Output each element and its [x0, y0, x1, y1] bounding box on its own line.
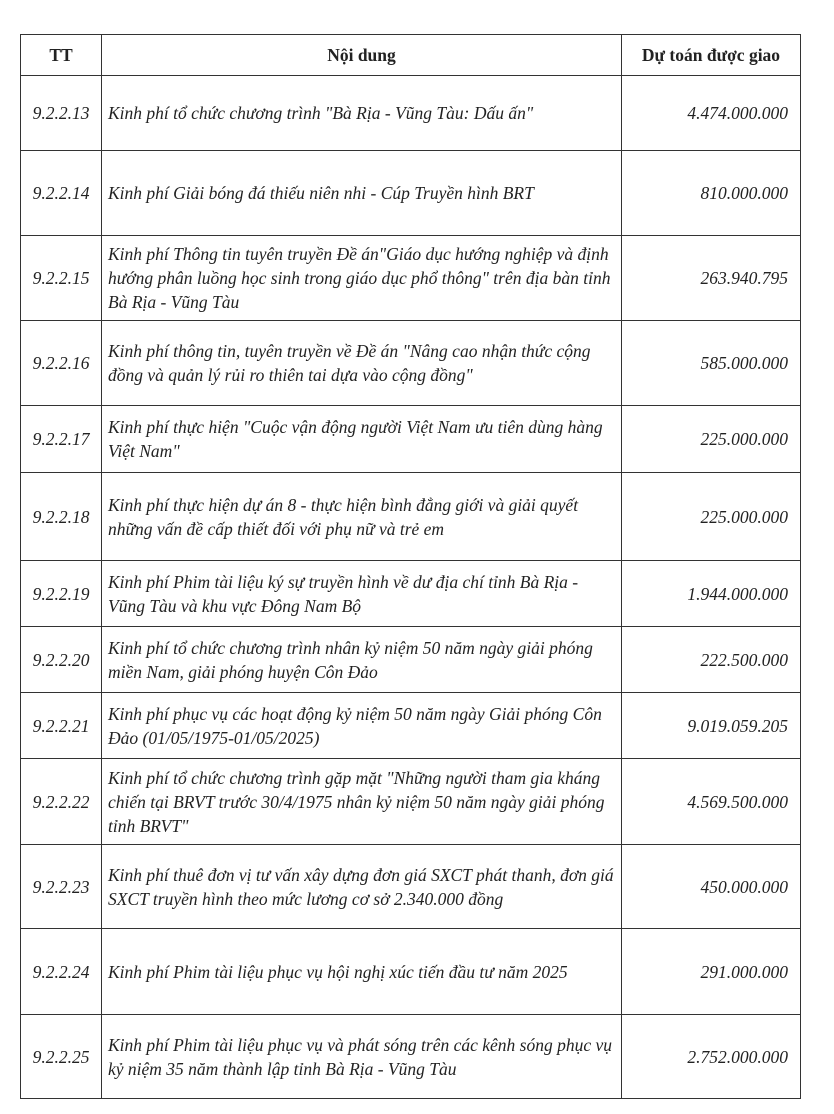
header-row [21, 35, 801, 76]
row-content: Kinh phí Phim tài liệu phục vụ và phát sóng trên các kênh sóng phục vụ kỷ niệm 35 năm thành lập tỉnh Bà Rịa - Vũng Tàu [102, 1015, 622, 1099]
row-content: Kinh phí phục vụ các hoạt động kỷ niệm 50 năm ngày Giải phóng Côn Đảo (01/05/1975-01/05/2025) [102, 693, 622, 759]
row-content: Kinh phí Phim tài liệu ký sự truyền hình về dư địa chí tỉnh Bà Rịa - Vũng Tàu và khu vực Đông Nam Bộ [102, 561, 622, 627]
table-row [21, 236, 801, 321]
table-row [21, 693, 801, 759]
row-content: Kinh phí thông tin, tuyên truyền về Đề án "Nâng cao nhận thức cộng đồng và quản lý rủi ro thiên tai dựa vào cộng đồng" [102, 321, 622, 406]
header-tt: TT [21, 35, 102, 76]
row-tt: 9.2.2.25 [21, 1015, 102, 1099]
row-tt: 9.2.2.23 [21, 845, 102, 929]
row-content: Kinh phí thuê đơn vị tư vấn xây dựng đơn giá SXCT phát thanh, đơn giá SXCT truyền hình theo mức lương cơ sở 2.340.000 đồng [102, 845, 622, 929]
row-tt: 9.2.2.17 [21, 406, 102, 473]
row-content: Kinh phí tổ chức chương trình nhân kỷ niệm 50 năm ngày giải phóng miền Nam, giải phóng huyện Côn Đảo [102, 627, 622, 693]
table-row [21, 929, 801, 1015]
row-content: Kinh phí Phim tài liệu phục vụ hội nghị xúc tiến đầu tư năm 2025 [102, 929, 622, 1015]
table-row [21, 406, 801, 473]
row-content: Kinh phí tổ chức chương trình "Bà Rịa - Vũng Tàu: Dấu ấn" [102, 76, 622, 151]
table-row [21, 321, 801, 406]
table-row [21, 627, 801, 693]
row-tt: 9.2.2.18 [21, 473, 102, 561]
row-amount: 291.000.000 [622, 929, 801, 1015]
row-amount: 450.000.000 [622, 845, 801, 929]
row-amount: 222.500.000 [622, 627, 801, 693]
row-content: Kinh phí thực hiện dự án 8 - thực hiện bình đẳng giới và giải quyết những vấn đề cấp thiết đối với phụ nữ và trẻ em [102, 473, 622, 561]
row-amount: 810.000.000 [622, 151, 801, 236]
row-amount: 1.944.000.000 [622, 561, 801, 627]
row-content: Kinh phí thực hiện "Cuộc vận động người Việt Nam ưu tiên dùng hàng Việt Nam" [102, 406, 622, 473]
row-tt: 9.2.2.13 [21, 76, 102, 151]
table-row [21, 845, 801, 929]
row-amount: 263.940.795 [622, 236, 801, 321]
table-row [21, 151, 801, 236]
row-amount: 4.474.000.000 [622, 76, 801, 151]
table-row [21, 76, 801, 151]
row-tt: 9.2.2.14 [21, 151, 102, 236]
row-tt: 9.2.2.24 [21, 929, 102, 1015]
row-amount: 4.569.500.000 [622, 759, 801, 845]
table-row [21, 759, 801, 845]
row-tt: 9.2.2.20 [21, 627, 102, 693]
row-amount: 225.000.000 [622, 473, 801, 561]
row-content: Kinh phí tổ chức chương trình gặp mặt "Những người tham gia kháng chiến tại BRVT trước 30/4/1975 nhân kỷ niệm 50 năm ngày giải phóng tỉnh BRVT" [102, 759, 622, 845]
budget-table [20, 34, 801, 1099]
row-amount: 225.000.000 [622, 406, 801, 473]
row-amount: 2.752.000.000 [622, 1015, 801, 1099]
row-content: Kinh phí Giải bóng đá thiếu niên nhi - Cúp Truyền hình BRT [102, 151, 622, 236]
header-budget: Dự toán được giao [622, 35, 801, 76]
row-amount: 9.019.059.205 [622, 693, 801, 759]
table-row [21, 1015, 801, 1099]
row-tt: 9.2.2.15 [21, 236, 102, 321]
row-amount: 585.000.000 [622, 321, 801, 406]
table-row [21, 561, 801, 627]
row-tt: 9.2.2.22 [21, 759, 102, 845]
header-content: Nội dung [102, 35, 622, 76]
row-content: Kinh phí Thông tin tuyên truyền Đề án"Giáo dục hướng nghiệp và định hướng phân luồng học sinh trong giáo dục phổ thông" trên địa bàn tỉnh Bà Rịa - Vũng Tàu [102, 236, 622, 321]
row-tt: 9.2.2.16 [21, 321, 102, 406]
row-tt: 9.2.2.21 [21, 693, 102, 759]
table-row [21, 473, 801, 561]
row-tt: 9.2.2.19 [21, 561, 102, 627]
